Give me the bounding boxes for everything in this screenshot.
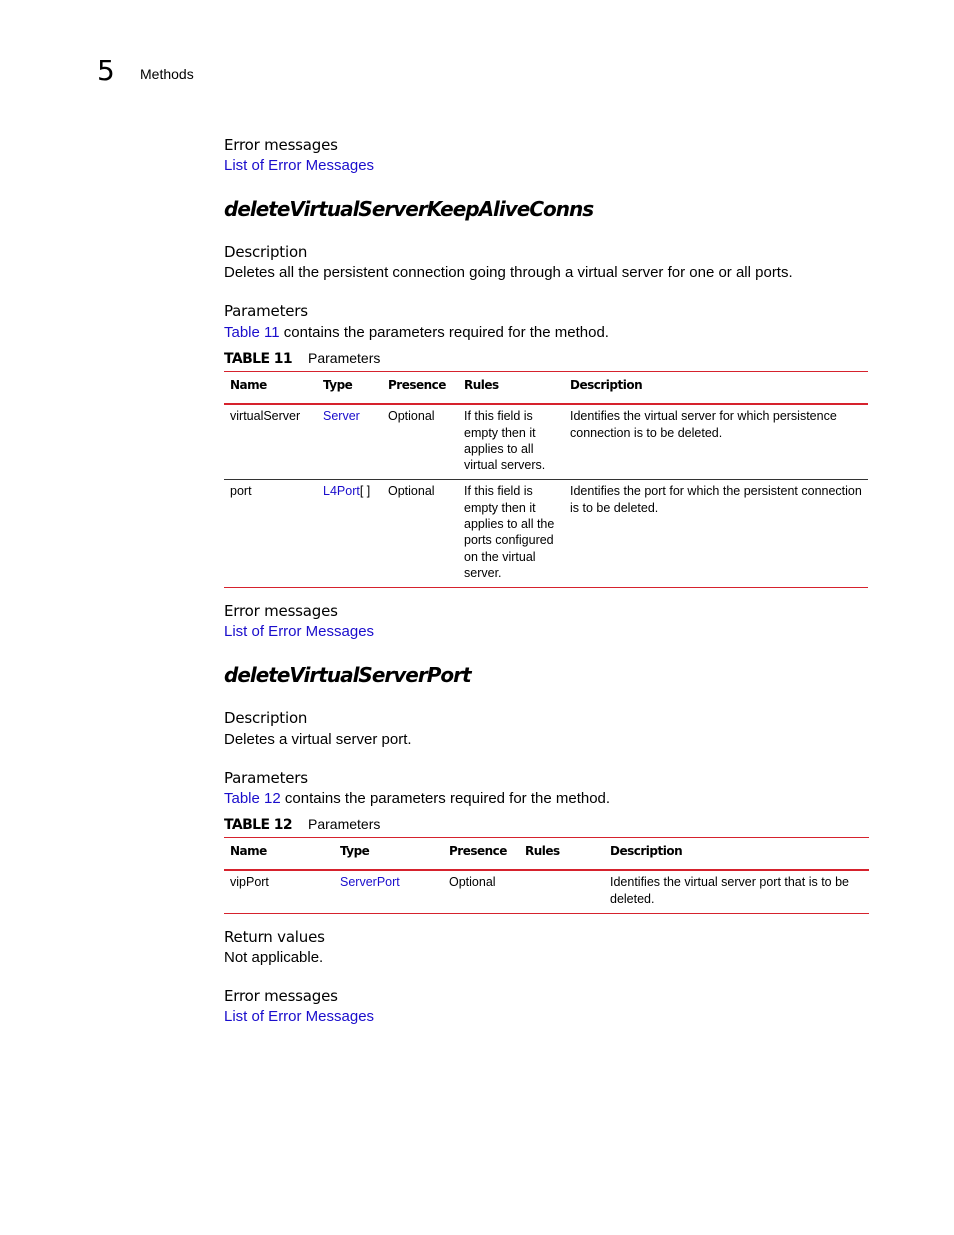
- column-header-type: Type: [334, 838, 443, 871]
- column-header-name: Name: [224, 372, 317, 405]
- parameters-heading: Parameters: [224, 302, 308, 320]
- error-messages-link[interactable]: List of Error Messages: [224, 623, 375, 640]
- cell-presence: Optional: [382, 404, 458, 480]
- table-reference-link[interactable]: Table 12: [224, 790, 281, 807]
- description-text: Deletes all the persistent connection going through a virtual server for one or all ports.: [224, 264, 793, 281]
- cell-name: port: [224, 480, 317, 588]
- column-header-description: Description: [564, 372, 868, 405]
- cell-name: vipPort: [224, 870, 334, 913]
- cell-rules: [519, 870, 604, 913]
- description-heading: Description: [224, 709, 308, 727]
- table-reference-link[interactable]: Table 11: [224, 324, 280, 341]
- table-caption: [224, 815, 381, 834]
- table-caption-title: Parameters: [308, 350, 381, 366]
- table-caption-number: TABLE 12: [224, 817, 293, 833]
- error-messages-heading: Error messages: [224, 136, 338, 154]
- table-caption-title: Parameters: [308, 816, 381, 832]
- column-header-name: Name: [224, 838, 334, 871]
- cell-rules: If this field is empty then it applies to all virtual servers.: [458, 404, 564, 480]
- error-messages-link[interactable]: List of Error Messages: [224, 1008, 375, 1025]
- parameters-intro: [224, 324, 609, 342]
- cell-description: Identifies the port for which the persistent connection is to be deleted.: [564, 480, 868, 588]
- parameters-table: [224, 837, 869, 914]
- description-text: Deletes a virtual server port.: [224, 731, 412, 748]
- cell-type: [317, 480, 382, 588]
- column-header-rules: Rules: [519, 838, 604, 871]
- chapter-title: Methods: [140, 66, 194, 82]
- return-values-text: Not applicable.: [224, 949, 324, 966]
- error-messages-heading: Error messages: [224, 987, 338, 1005]
- table-row: [224, 870, 869, 913]
- chapter-number: 5: [97, 54, 115, 87]
- cell-presence: Optional: [382, 480, 458, 588]
- parameters-heading: Parameters: [224, 769, 308, 787]
- cell-type: [317, 404, 382, 480]
- table-caption: [224, 349, 381, 368]
- type-link[interactable]: Server: [323, 409, 360, 424]
- column-header-description: Description: [604, 838, 869, 871]
- error-messages-heading: Error messages: [224, 602, 338, 620]
- type-link[interactable]: ServerPort: [340, 875, 400, 890]
- column-header-rules: Rules: [458, 372, 564, 405]
- cell-description: Identifies the virtual server port that is to be deleted.: [604, 870, 869, 913]
- description-heading: Description: [224, 243, 308, 261]
- method-title: deleteVirtualServerPort: [224, 663, 471, 687]
- table-header-row: [224, 838, 869, 871]
- error-messages-link[interactable]: List of Error Messages: [224, 157, 375, 174]
- method-title: deleteVirtualServerKeepAliveConns: [224, 197, 594, 221]
- type-link[interactable]: L4Port: [323, 484, 360, 499]
- cell-description: Identifies the virtual server for which persistence connection is to be deleted.: [564, 404, 868, 480]
- table-caption-number: TABLE 11: [224, 351, 293, 367]
- cell-name: virtualServer: [224, 404, 317, 480]
- table-row: [224, 480, 868, 588]
- table-row: [224, 404, 868, 480]
- table-header-row: [224, 372, 868, 405]
- column-header-presence: Presence: [382, 372, 458, 405]
- parameters-intro: [224, 790, 610, 808]
- parameters-intro-text: contains the parameters required for the method.: [280, 790, 611, 807]
- cell-rules: If this field is empty then it applies to all the ports configured on the virtual server.: [458, 480, 564, 588]
- type-suffix: [ ]: [359, 484, 371, 499]
- cell-presence: Optional: [443, 870, 519, 913]
- cell-type: [334, 870, 443, 913]
- column-header-type: Type: [317, 372, 382, 405]
- column-header-presence: Presence: [443, 838, 519, 871]
- parameters-table: [224, 371, 868, 588]
- parameters-intro-text: contains the parameters required for the method.: [279, 324, 609, 341]
- return-values-heading: Return values: [224, 928, 325, 946]
